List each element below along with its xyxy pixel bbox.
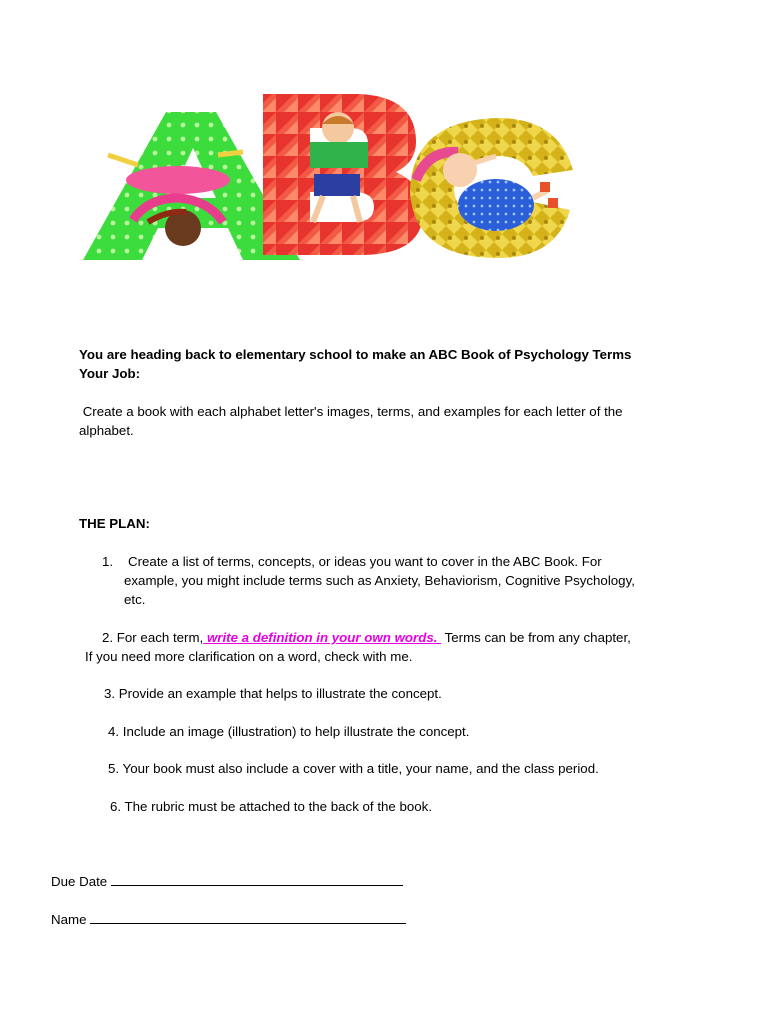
- step-2-line-1: [102, 628, 631, 647]
- step-2-line-2: If you need more clarification on a word, check with me.: [85, 649, 413, 664]
- name-blank[interactable]: [90, 911, 406, 924]
- name-row: [51, 910, 406, 929]
- name-label: Name: [51, 912, 87, 927]
- step-2-suffix: Terms can be from any chapter,: [441, 630, 631, 645]
- step-3: 3. Provide an example that helps to illustrate the concept.: [104, 686, 442, 701]
- step-6: 6. The rubric must be attached to the back of the book.: [110, 799, 433, 814]
- due-date-row: [51, 872, 403, 891]
- due-date-label: Due Date: [51, 874, 108, 889]
- plan-title: THE PLAN:: [79, 516, 150, 531]
- step-4: 4. Include an image (illustration) to help illustrate the concept.: [108, 724, 470, 739]
- due-date-blank[interactable]: [111, 873, 403, 886]
- job-description-line-1: Create a book with each alphabet letter's images, terms, and examples for each letter of the: [79, 404, 623, 419]
- step-1-line-2: example, you might include terms such as Anxiety, Behaviorism, Cognitive Psychology,: [124, 573, 635, 588]
- step-1-line-1: Create a list of terms, concepts, or ideas you want to cover in the ABC Book. For: [128, 554, 602, 569]
- step-1-number: 1.: [102, 554, 114, 569]
- abc-illustration: [78, 90, 578, 265]
- job-description-line-2: alphabet.: [79, 423, 134, 438]
- step-5: 5. Your book must also include a cover with a title, your name, and the class period.: [108, 761, 599, 776]
- your-job-label: Your Job:: [79, 366, 141, 381]
- assignment-heading: You are heading back to elementary school to make an ABC Book of Psychology Terms: [79, 347, 632, 362]
- step-1-line-3: etc.: [124, 592, 146, 607]
- step-2-prefix: 2. For each term,: [102, 630, 204, 645]
- step-2-highlight: write a definition in your own words.: [203, 630, 442, 645]
